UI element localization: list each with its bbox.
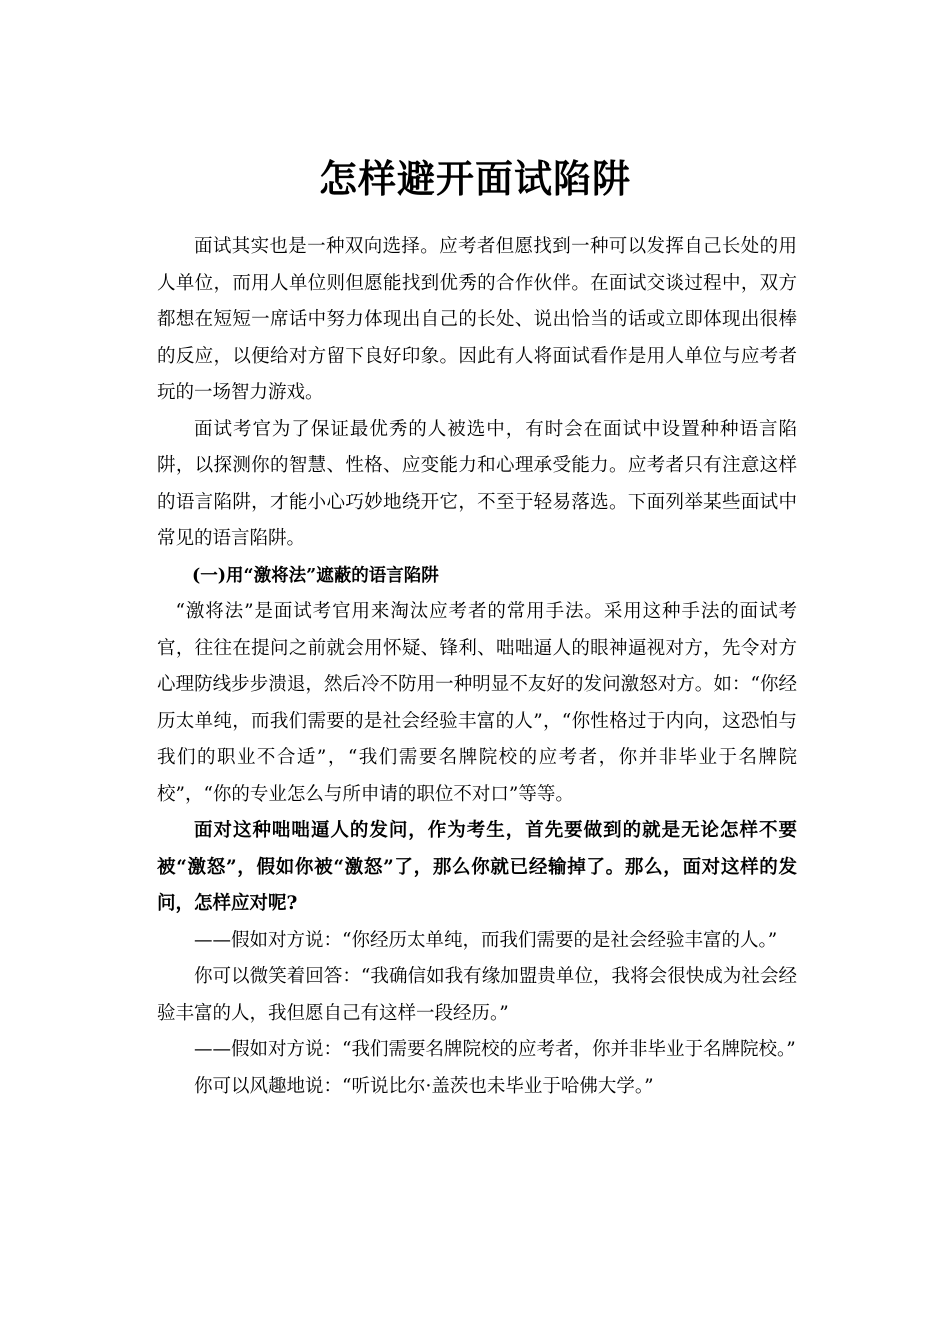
section-paragraph: “激将法”是面试考官用来淘汰应考者的常用手法。采用这种手法的面试考官，往往在提问之前就会用怀疑、锋利、咄咄逼人的眼神逼视对方，先令对方心理防线步步溃退，然后冷不防用一种明显不友好的发问激怒对方。如：“你经历太单纯，而我们需要的是社会经验丰富的人”，“你性格过于内向，这恐怕与我们的职业不合适”，“我们需要名牌院校的应考者，你并非毕业于名牌院校”，“你的专业怎么与所申请的职位不对口”等等。	[157, 601, 797, 805]
dialogue-line: 你可以微笑着回答：“我确信如我有缘加盟贵单位，我将会很快成为社会经验丰富的人，我但愿自己有这样一段经历。”	[157, 966, 797, 1024]
document-body	[157, 229, 797, 1105]
traps-paragraph: 面试考官为了保证最优秀的人被选中，有时会在面试中设置种种语言陷阱，以探测你的智慧、性格、应变能力和心理承受能力。应考者只有注意这样的语言陷阱，才能小心巧妙地绕开它，不至于轻易落选。下面列举某些面试中常见的语言陷阱。	[157, 418, 797, 549]
bold-paragraph: 面对这种咄咄逼人的发问，作为考生，首先要做到的就是无论怎样不要被“激怒”，假如你被“激怒”了，那么你就已经输掉了。那么，面对这样的发问，怎样应对呢?	[157, 820, 797, 914]
intro-paragraph: 面试其实也是一种双向选择。应考者但愿找到一种可以发挥自己长处的用人单位，而用人单位则但愿能找到优秀的合作伙伴。在面试交谈过程中，双方都想在短短一席话中努力体现出自己的长处、说出恰当的话或立即体现出很棒的反应，以便给对方留下良好印象。因此有人将面试看作是用人单位与应考者玩的一场智力游戏。	[157, 236, 797, 403]
dialogue-line: ——假如对方说：“我们需要名牌院校的应考者，你并非毕业于名牌院校。”	[194, 1039, 796, 1060]
dialogue-line: ——假如对方说：“你经历太单纯，而我们需要的是社会经验丰富的人。”	[194, 929, 778, 951]
section-heading: (一)用“激将法”遮蔽的语言陷阱	[192, 565, 439, 586]
document-title: 怎样避开面试陷阱	[318, 156, 631, 202]
dialogue-line: 你可以风趣地说：“听说比尔·盖茨也未毕业于哈佛大学。”	[194, 1075, 654, 1097]
